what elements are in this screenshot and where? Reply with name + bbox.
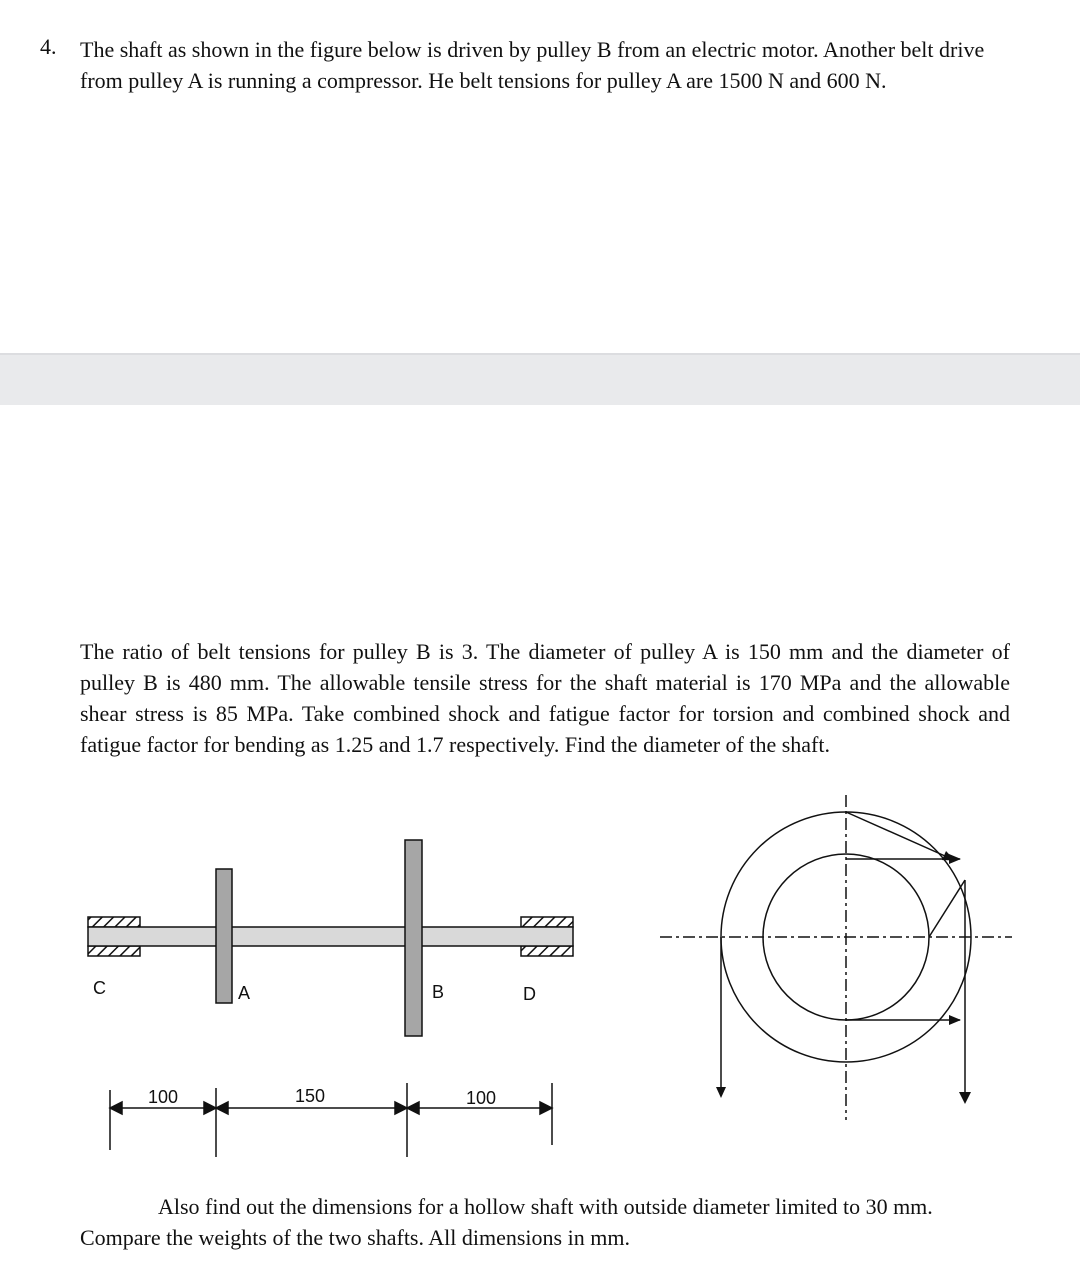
pulley-b xyxy=(405,840,422,1036)
label-c: C xyxy=(93,978,106,998)
shaft-body xyxy=(88,927,573,946)
shaft-side-view xyxy=(88,840,573,1036)
pulley-end-view xyxy=(660,795,1012,1120)
question-intro: The shaft as shown in the figure below is driven by pulley B from an electric motor. Another belt drive from pulley A is running a compressor. He belt tensions for pulley A are 1500 N and 600 N. xyxy=(80,37,985,93)
dimension-3: 100 xyxy=(466,1088,497,1108)
bearing-c-bottom xyxy=(88,946,140,956)
label-d: D xyxy=(523,984,536,1004)
dimension-2: 150 xyxy=(295,1086,326,1106)
question-number: 4. xyxy=(40,34,57,59)
label-a: A xyxy=(238,983,251,1003)
bearing-c-top xyxy=(88,917,140,927)
question-followup: Also find out the dimensions for a hollow shaft with outside diameter limited to 30 mm. Compare the weights of the two shafts. All dimensions in mm. xyxy=(80,1194,933,1250)
bearing-d-top xyxy=(521,917,573,927)
question-details: The ratio of belt tensions for pulley B is 3. The diameter of pulley A is 150 mm and the diameter of pulley B is 480 mm. The allowable tensile stress for the shaft material is 170 MPa and the allowable shear stress is 85 MPa. Take combined shock and fatigue factor for torsion and combined shock and fatigue factor for bending as 1.25 and 1.7 respectively. Find the diameter of the shaft. xyxy=(80,639,1010,757)
pulley-a xyxy=(216,869,232,1003)
label-b: B xyxy=(432,982,445,1002)
bearing-d-bottom xyxy=(521,946,573,956)
dimension-1: 100 xyxy=(148,1087,179,1107)
